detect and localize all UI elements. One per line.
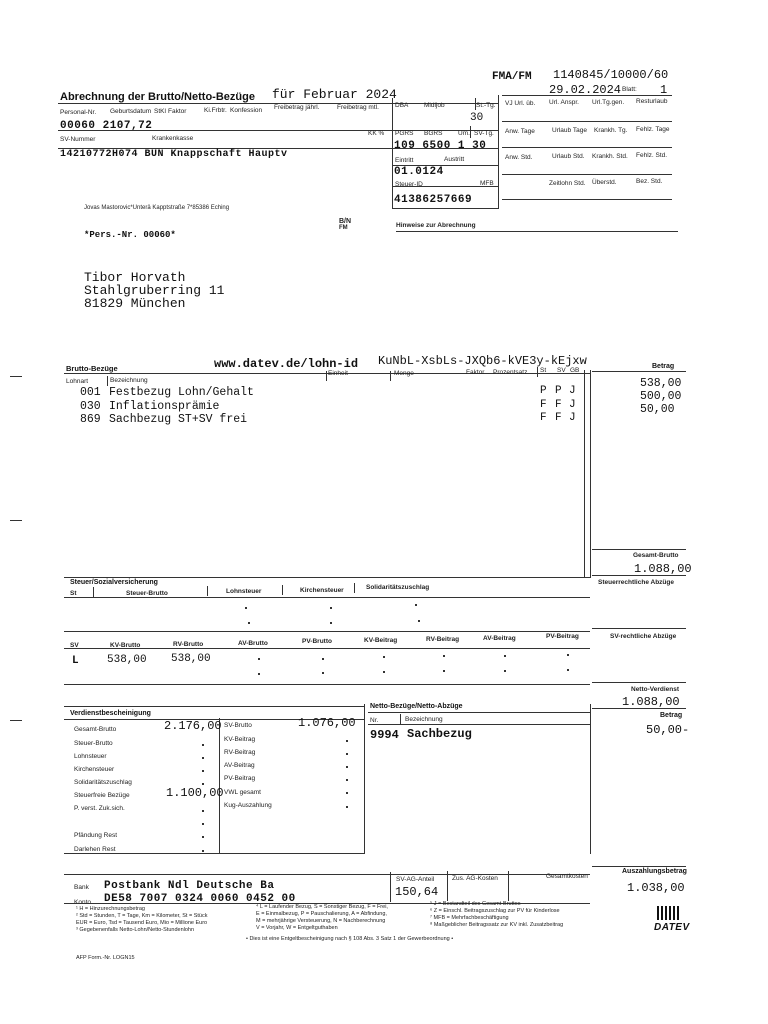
absence-hours-label: Fehlz. Std. [636, 152, 668, 159]
rv-gross-value: 538,00 [171, 653, 211, 665]
footnote-line: ¹ H = Hinzurechnungsbetrag [76, 906, 145, 912]
footnote-line: V = Vorjahr, W = Entgeltguthaben [256, 925, 338, 931]
vb-kug-label: Kug-Auszahlung [224, 802, 272, 809]
sv-number-health-insurance: 14210772H074 BUN Knappschaft Hauptv [60, 149, 288, 160]
sv-code-label: SV [70, 642, 79, 649]
gross-row-amount: 50,00 [640, 403, 675, 416]
net-items-section-label: Netto-Bezüge/Netto-Abzüge [370, 703, 463, 710]
church-tax-label: Kirchensteuer [300, 587, 344, 594]
sv-number-label: SV-Nummer [60, 136, 96, 143]
net-item-description: Sachbezug [407, 727, 472, 741]
vacation-taken-label: Url.Tg.gen. [592, 99, 625, 106]
rv-contribution-label: RV-Beitrag [426, 636, 460, 643]
net-item-nr: 9994 [370, 728, 399, 742]
certificate-note: • Dies ist eine Entgeltbescheinigung nach § 108 Abs. 3 Satz 1 der Gewerbeordnung • [246, 936, 454, 942]
vacation-entitlement-label: Url. Anspr. [549, 99, 579, 106]
um-label: Um. [458, 130, 470, 137]
entry-date-label: Eintritt [395, 157, 414, 164]
vb-tax-free-value: 1.100,00 [166, 786, 224, 800]
bank-label: Bank [74, 884, 89, 891]
unit-label: Einheit [328, 370, 348, 377]
vb-sv-gross-label: SV-Brutto [224, 722, 252, 729]
total-gross-value: 1.088,00 [634, 562, 692, 576]
footnotes-column-3 [430, 901, 563, 929]
midijob-label: Midijob [424, 102, 445, 109]
vb-vwl-label: VWL gesamt [224, 789, 261, 796]
gross-row-sv: F [555, 412, 562, 424]
net-items-amount-label: Betrag [660, 712, 683, 719]
gross-row-description: Inflationsprämie [109, 400, 220, 413]
notes-label: Hinweise zur Abrechnung [396, 222, 476, 229]
sv-days-label: SV-Tg. [474, 130, 494, 137]
sv-deductions-label: SV-rechtliche Abzüge [610, 633, 677, 640]
gross-row-sv: P [555, 385, 562, 397]
vb-rv-label: RV-Beitrag [224, 749, 256, 756]
gross-row-st: F [540, 399, 547, 411]
employer-extra-costs-label: Zus. AG-Kosten [452, 875, 498, 882]
gross-row-wage-type: 001 [80, 386, 101, 399]
tax-deductions-label: Steuerrechtliche Abzüge [598, 579, 674, 586]
vb-av-label: AV-Beitrag [224, 762, 255, 769]
kv-gross-value: 538,00 [107, 654, 147, 666]
vb-pauschal-label: P. verst. Zuk.sich. [74, 805, 125, 812]
time-wage-hours-label: Zeitlohn Std. [549, 180, 586, 187]
vb-pv-label: PV-Beitrag [224, 775, 256, 782]
page-label: Blatt: [622, 86, 637, 93]
mfb-label: MFB [480, 180, 494, 187]
datev-logo-text: DATEV [654, 922, 690, 933]
sv-code-value: L [72, 655, 79, 667]
amount-header: Betrag [652, 363, 675, 370]
footnote-line: ⁷ MFB = Mehrfachbeschäftigung [430, 915, 509, 921]
tax-gross-label: Steuer-Brutto [126, 590, 168, 597]
vb-garnishment-label: Pfändung Rest [74, 832, 118, 839]
confession-label: Konfession [230, 107, 263, 114]
tax-id-value: 41386257669 [394, 194, 473, 206]
gross-row-gb: J [569, 399, 576, 411]
gross-row-description: Sachbezug ST+SV frei [109, 413, 248, 426]
vb-kv-label: KV-Beitrag [224, 736, 256, 743]
datev-logo-mark [657, 906, 681, 920]
bank-name: Postbank Ndl Deutsche Ba [104, 880, 275, 892]
footnote-line: ² Std = Stunden, T = Tage, Km = Kilometer, St = Stück [76, 913, 208, 919]
quantity-label: Menge [394, 370, 414, 377]
employer-sv-value: 150,64 [395, 885, 439, 899]
personal-nr-label: Personal-Nr. [60, 109, 97, 116]
net-earnings-label: Netto-Verdienst [631, 686, 680, 693]
remaining-vacation-label: Resturlaub [636, 98, 668, 105]
pv-contribution-label: PV-Beitrag [546, 633, 579, 640]
page-number: 1 [660, 83, 668, 97]
overtime-label: Überstd. [592, 179, 617, 186]
av-contribution-label: AV-Beitrag [483, 635, 516, 642]
vacation-hours-label: Urlaub Std. [552, 153, 585, 160]
entry-date-value: 01.0124 [394, 166, 444, 178]
vb-solidarity-label: Solidaritätszuschlag [74, 779, 132, 786]
vb-loan-label: Darlehen Rest [74, 846, 116, 853]
gross-row-gb: J [569, 412, 576, 424]
dba-label: DBA [395, 102, 409, 109]
av-gross-label: AV-Brutto [238, 640, 268, 647]
allowance-yearly-label: Freibetrag jährl. [274, 104, 320, 111]
footnote-line: EUR = Euro, Tsd = Tausend Euro, Mio = Millione Euro [76, 920, 208, 926]
account-label: Konto [74, 899, 91, 906]
footnote-line: ⁶ Z = Einschl. Beitragszuschlag zur PV für Kinderlose [430, 908, 560, 914]
kv-contribution-label: KV-Beitrag [364, 637, 398, 644]
net-item-amount: 50,00- [646, 723, 690, 737]
total-costs-label: Gesamtkosten [546, 873, 588, 880]
form-id: FMA/FM [492, 71, 532, 83]
vb-total-gross-label: Gesamt-Brutto [74, 726, 117, 733]
gross-row-gb: J [569, 385, 576, 397]
paid-hours-label: Bez. Std. [636, 178, 663, 185]
footnote-line: ⁵ J = Bestandteil des Gesamt-Bruttos [430, 901, 521, 907]
description-label: Bezeichnung [110, 377, 148, 384]
vb-church-tax-label: Kirchensteuer [74, 766, 115, 773]
tax-days-label: St.-Tg. [476, 102, 496, 109]
sick-hours-label: Krankh. Std. [592, 153, 628, 160]
footnote-line: E = Einmalbezug, P = Pauschalierung, A = Abfindung, [256, 911, 387, 917]
pers-nr-line: *Pers.-Nr. 00060* [84, 230, 176, 240]
net-earnings-value: 1.088,00 [622, 695, 680, 709]
gb-col-label: GB [570, 367, 580, 374]
sv-col-label: SV [557, 367, 566, 374]
gross-row-wage-type: 030 [80, 400, 101, 413]
period: für Februar 2024 [272, 87, 397, 102]
allowance-monthly-label: Freibetrag mtl. [337, 104, 379, 111]
birth-date-label: Geburtsdatum [110, 108, 152, 115]
gross-section-label: Brutto-Bezüge [66, 364, 118, 373]
tax-class-label: StKl [154, 108, 166, 115]
footnote-line: M = mehrjährige Versteuerung, N = Nachberechnung [256, 918, 386, 924]
sick-days-label: Krankh. Tg. [594, 127, 628, 134]
pgrs-label: PGRS [395, 130, 414, 137]
footnotes-column-1 [76, 906, 207, 934]
recipient-street: Stahlgruberring 11 [84, 283, 225, 298]
form-number: AFP Form.-Nr. LOGN15 [76, 955, 135, 961]
vb-sv-gross-value: 1.076,00 [298, 716, 356, 730]
attendance-days-label: Anw. Tage [505, 128, 535, 135]
personal-nr-value: 00060 2107,72 [60, 120, 153, 132]
net-items-description-label: Bezeichnung [405, 716, 443, 723]
tax-id-label: Steuer-ID [395, 181, 423, 188]
iban-value: DE58 7007 0324 0060 0452 00 [104, 893, 296, 905]
gross-row-st: F [540, 412, 547, 424]
child-allowance-label: Ki.Frbtr. [204, 107, 227, 114]
gross-row-description: Festbezug Lohn/Gehalt [109, 386, 254, 399]
document-number: 1140845/10000/60 [553, 68, 669, 82]
factor-label: Faktor [168, 108, 187, 115]
document-title: Abrechnung der Brutto/Netto-Bezüge [60, 91, 255, 103]
sender-line: Jovas Mastorovic*Unterä Kapptstraße 7*85386 Eching [84, 205, 230, 211]
sv-group-codes: 109 6500 1 30 [394, 140, 487, 152]
recipient-city: 81829 München [84, 296, 186, 311]
kk-percent-label: KK % [368, 130, 385, 137]
st-col-label: St [540, 367, 547, 374]
datev-lohn-id: KuNbL-XsbLs-JXQb6-kVE3y-kEjxw [378, 354, 587, 368]
footnote-line: ⁴ L = Laufender Bezug, S = Sonstiger Bezug, F = Frei, [256, 904, 388, 910]
vacation-days-label: Urlaub Tage [552, 127, 587, 134]
absence-days-label: Fehlz. Tage [636, 126, 670, 133]
employer-sv-label: SV-AG-Anteil [396, 876, 435, 883]
tax-days-value: 30 [470, 112, 484, 124]
bn-mark-top: B/N [339, 218, 352, 225]
bn-mark-bottom: FM [339, 225, 348, 231]
gross-row-amount: 500,00 [640, 390, 682, 403]
vb-tax-free-label: Steuerfreie Bezüge [74, 792, 130, 799]
factor-col-label: Faktor [466, 369, 485, 376]
rv-gross-label: RV-Brutto [173, 641, 204, 648]
net-items-nr-label: Nr. [370, 717, 379, 724]
footnotes-column-2 [256, 904, 388, 932]
total-gross-label: Gesamt-Brutto [633, 552, 679, 559]
gross-row-amount: 538,00 [640, 377, 682, 390]
bgrs-label: BGRS [424, 130, 443, 137]
tax-sv-section-label: Steuer/Sozialversicherung [70, 579, 158, 586]
footnote-line: ⁸ Maßgeblicher Beitragssatz zur KV inkl. Zusatzbeitrag [430, 922, 564, 928]
vb-income-tax-label: Lohnsteuer [74, 753, 107, 760]
vb-tax-gross-label: Steuer-Brutto [74, 740, 113, 747]
exit-date-label: Austritt [444, 156, 465, 163]
pv-gross-label: PV-Brutto [302, 638, 332, 645]
solidarity-label: Solidaritätszuschlag [366, 584, 430, 591]
payout-label: Auszahlungsbetrag [622, 868, 687, 875]
recipient-name: Tibor Horvath [84, 270, 186, 285]
vb-total-gross-value: 2.176,00 [164, 719, 222, 733]
gross-row-wage-type: 869 [80, 413, 101, 426]
earnings-certificate-label: Verdienstbescheinigung [70, 710, 151, 717]
kv-gross-label: KV-Brutto [110, 642, 141, 649]
payout-value: 1.038,00 [627, 881, 685, 895]
health-insurance-label: Krankenkasse [152, 135, 194, 142]
datev-url: www.datev.de/lohn-id [214, 357, 359, 371]
document-date: 29.02.2024 [549, 83, 622, 97]
percent-label: Prozentsatz [493, 369, 528, 376]
footnote-line: ³ Gegebenenfalls Netto-Lohn/Netto-Stundenlohn [76, 927, 195, 933]
prev-year-vacation-label: VJ Url. üb. [505, 100, 536, 107]
gross-row-sv: F [555, 399, 562, 411]
wage-type-label: Lohnart [66, 378, 89, 385]
income-tax-label: Lohnsteuer [226, 588, 262, 595]
gross-row-st: P [540, 385, 547, 397]
attendance-hours-label: Anw. Std. [505, 154, 533, 161]
tax-st-label: St [70, 590, 77, 597]
